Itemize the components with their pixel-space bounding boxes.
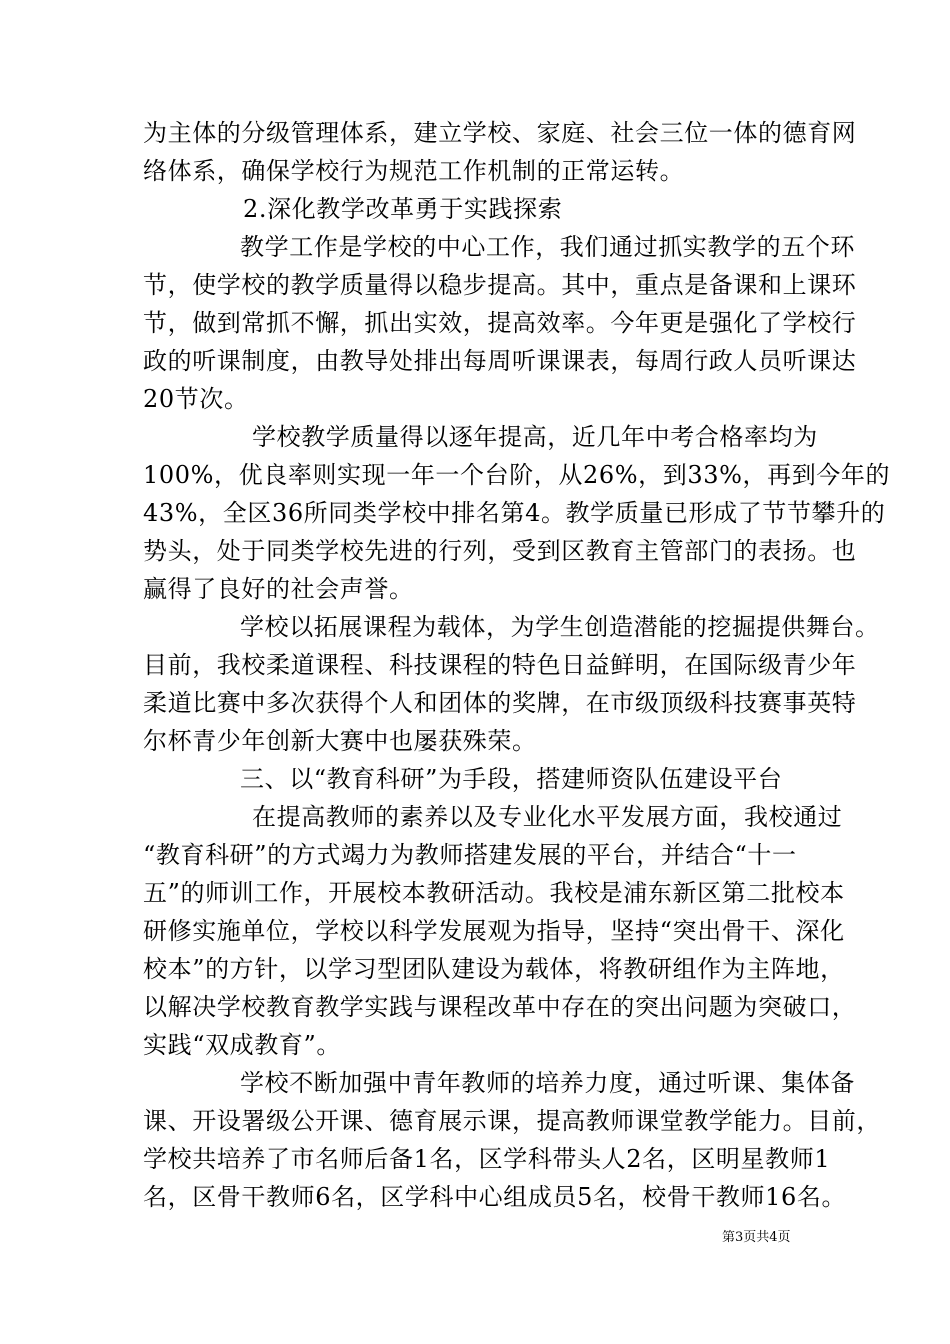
text-line: 学校共培养了市名师后备1名，区学科带头人2名，区明星教师1 bbox=[143, 1145, 831, 1173]
text-line: 政的听课制度，由教导处排出每周听课课表，每周行政人员听课达 bbox=[143, 347, 857, 375]
text-line: 五”的师训工作，开展校本教研活动。我校是浦东新区第二批校本 bbox=[143, 879, 845, 907]
text-line: 目前，我校柔道课程、科技课程的特色日益鲜明，在国际级青少年 bbox=[143, 651, 857, 679]
text-line: 络体系，确保学校行为规范工作机制的正常运转。 bbox=[143, 157, 685, 185]
text-line: 课、开设署级公开课、德育展示课，提高教师课堂教学能力。目前， bbox=[143, 1107, 881, 1135]
text-line: 节，做到常抓不懈，抓出实效，提高效率。今年更是强化了学校行 bbox=[143, 309, 857, 337]
text-line: 学校教学质量得以逐年提高，近几年中考合格率均为 bbox=[252, 423, 818, 451]
text-line: 20节次。 bbox=[143, 385, 249, 413]
text-line: 43%，全区36所同类学校中排名第4。教学质量已形成了节节攀升的 bbox=[143, 499, 886, 527]
section-heading: 三、以“教育科研”为手段，搭建师资队伍建设平台 bbox=[240, 765, 783, 793]
text-line: 学校以拓展课程为载体，为学生创造潜能的挖掘提供舞台。 bbox=[240, 613, 880, 641]
page-number: 第3页共4页 bbox=[722, 1230, 791, 1245]
text-line: 实践“双成教育”。 bbox=[143, 1031, 341, 1059]
text-line: 校本”的方针，以学习型团队建设为载体，将教研组作为主阵地， bbox=[143, 955, 845, 983]
text-line: 以解决学校教育教学实践与课程改革中存在的突出问题为突破口， bbox=[143, 993, 857, 1021]
text-line: 名，区骨干教师6名，区学科中心组成员5名，校骨干教师16名。 bbox=[143, 1183, 847, 1211]
text-line: 在提高教师的素养以及专业化水平发展方面，我校通过 bbox=[252, 803, 843, 831]
text-line: 研修实施单位，学校以科学发展观为指导，坚持“突出骨干、深化 bbox=[143, 917, 845, 945]
text-line: 节，使学校的教学质量得以稳步提高。其中，重点是备课和上课环 bbox=[143, 271, 857, 299]
text-line: “教育科研”的方式竭力为教师搭建发展的平台，并结合“十一 bbox=[143, 841, 797, 869]
text-line: 尔杯青少年创新大赛中也屡获殊荣。 bbox=[143, 727, 537, 755]
section-heading: 2.深化教学改革勇于实践探索 bbox=[243, 195, 563, 223]
text-line: 学校不断加强中青年教师的培养力度，通过听课、集体备 bbox=[240, 1069, 855, 1097]
text-line: 势头，处于同类学校先进的行列，受到区教育主管部门的表扬。也 bbox=[143, 537, 857, 565]
text-line: 教学工作是学校的中心工作，我们通过抓实教学的五个环 bbox=[240, 233, 855, 261]
text-line: 柔道比赛中多次获得个人和团体的奖牌，在市级顶级科技赛事英特 bbox=[143, 689, 857, 717]
text-line: 100%，优良率则实现一年一个台阶，从26%，到33%，再到今年的 bbox=[143, 461, 891, 489]
text-line: 赢得了良好的社会声誉。 bbox=[143, 575, 414, 603]
text-line: 为主体的分级管理体系，建立学校、家庭、社会三位一体的德育网 bbox=[143, 119, 857, 147]
